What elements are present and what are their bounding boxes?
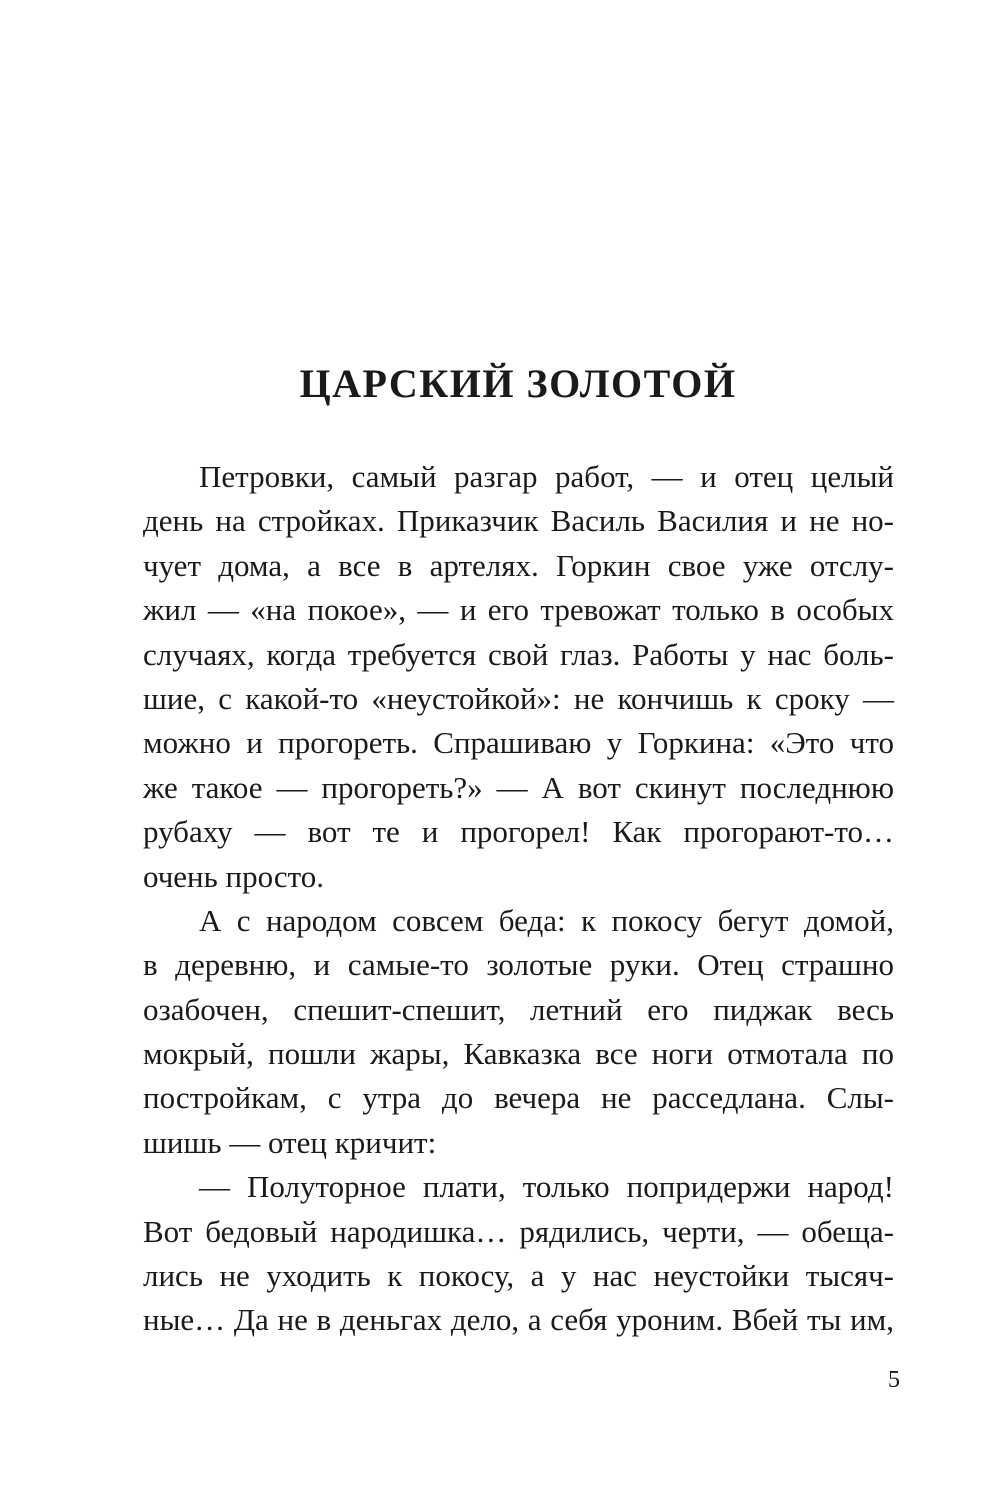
text-line: Вот бедовый народишка… рядились, черти, — обеща- — [143, 1213, 894, 1249]
text-line: А с народом совсем беда: к покосу бегут домой, — [199, 902, 894, 938]
text-line: можно и прогореть. Спрашиваю у Горкина: «Это что — [143, 725, 894, 761]
text-line: случаях, когда требуется свой глаз. Работы у нас боль- — [143, 636, 894, 672]
page-number: 5 — [888, 1367, 900, 1393]
text-line: в деревню, и самые-то золотые руки. Отец страшно — [143, 947, 894, 983]
text-line: ные… Да не в деньгах дело, а себя уроним. Вбей ты им, — [143, 1302, 894, 1338]
text-line: шишь — отец кричит: — [143, 1124, 437, 1160]
text-line: день на стройках. Приказчик Василь Василия и не но- — [143, 503, 894, 539]
text-line: лись не уходить к покосу, а у нас неустойки тысяч- — [143, 1258, 894, 1294]
text-line: постройкам, с утра до вечера не расседлана. Слы- — [143, 1080, 894, 1116]
text-line: мокрый, пошли жары, Кавказка все ноги отмотала по — [143, 1036, 894, 1072]
text-line: очень просто. — [143, 858, 325, 894]
text-line: Петровки, самый разгар работ, — и отец целый — [199, 459, 894, 494]
text-line: озабочен, спешит-спешит, летний его пиджак весь — [143, 991, 894, 1027]
text-line: шие, с какой-то «неустойкой»: не кончишь к сроку — — [143, 680, 894, 716]
text-line: жил — «на покое», — и его тревожат только в особых — [143, 592, 894, 628]
text-line: чует дома, а все в артелях. Горкин свое уже отслу- — [143, 547, 894, 583]
text-line: же такое — прогореть?» — А вот скинут последнюю — [143, 769, 894, 805]
text-line: рубаху — вот те и прогорел! Как прогорают-то… — [143, 814, 894, 850]
chapter-title: ЦАРСКИЙ ЗОЛОТОЙ — [299, 361, 737, 406]
text-line: — Полуторное плати, только попридержи народ! — [199, 1169, 894, 1205]
body-text — [143, 455, 894, 1343]
